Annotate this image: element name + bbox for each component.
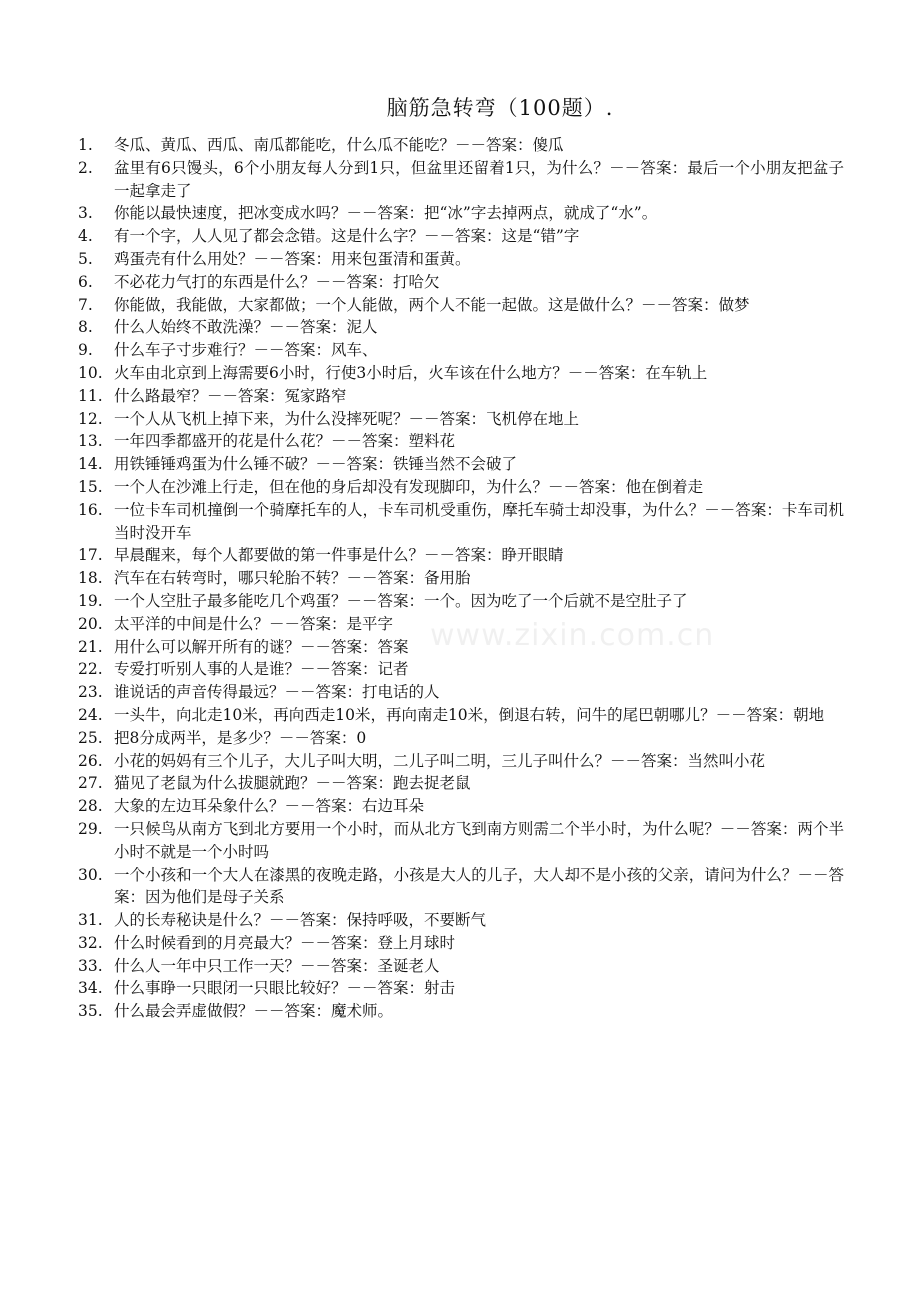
list-item [78, 453, 844, 476]
list-item [78, 932, 844, 955]
list-item [78, 750, 844, 773]
item-text: 大象的左边耳朵象什么？－－答案：右边耳朵 [114, 797, 425, 816]
item-text: 早晨醒来，每个人都要做的第一件事是什么？－－答案：睁开眼睛 [114, 546, 564, 565]
list-item [78, 704, 844, 727]
list-item [78, 499, 844, 545]
list-item [78, 316, 844, 339]
list-item [78, 476, 844, 499]
item-text: 盆里有6只馒头，6个小朋友每人分到1只，但盆里还留着1只，为什么？－－答案：最后一个小朋友把盆子一起拿走了 [114, 158, 844, 200]
item-number: 27. [78, 774, 103, 793]
item-text: 一个人从飞机上掉下来，为什么没摔死呢？－－答案：飞机停在地上 [114, 409, 580, 428]
list-item [78, 955, 844, 978]
list-item [78, 225, 844, 248]
list-item [78, 909, 844, 932]
item-text: 一个人在沙滩上行走，但在他的身后却没有发现脚印，为什么？－－答案：他在倒着走 [114, 477, 704, 496]
item-text: 汽车在右转弯时，哪只轮胎不转？－－答案：备用胎 [114, 569, 471, 588]
item-number: 14. [78, 455, 103, 474]
item-number: 18. [78, 569, 103, 588]
item-text: 什么事睁一只眼闭一只眼比较好？－－答案：射击 [114, 979, 456, 998]
list-item [78, 636, 844, 659]
item-text: 一年四季都盛开的花是什么花？－－答案：塑料花 [114, 432, 456, 451]
item-text: 一个人空肚子最多能吃几个鸡蛋？－－答案：一个。因为吃了一个后就不是空肚子了 [114, 591, 688, 610]
item-number: 16. [78, 500, 103, 519]
list-item [78, 362, 844, 385]
item-text: 什么时候看到的月亮最大？－－答案：登上月球时 [114, 933, 456, 952]
list-item [78, 202, 844, 225]
item-text: 把8分成两半，是多少？－－答案：0 [114, 728, 367, 747]
list-item [78, 818, 844, 864]
item-text: 不必花力气打的东西是什么？－－答案：打哈欠 [114, 272, 440, 291]
qa-list [78, 134, 844, 1023]
list-item [78, 590, 844, 613]
item-number: 11. [78, 386, 103, 405]
item-number: 2. [78, 158, 93, 177]
item-number: 25. [78, 728, 103, 747]
item-number: 15. [78, 477, 103, 496]
item-text: 什么路最窄？－－答案：冤家路窄 [114, 386, 347, 405]
list-item [78, 795, 844, 818]
item-text: 用什么可以解开所有的谜？－－答案：答案 [114, 637, 409, 656]
item-number: 17. [78, 546, 103, 565]
list-item [78, 544, 844, 567]
item-text: 人的长寿秘诀是什么？－－答案：保持呼吸，不要断气 [114, 911, 487, 930]
item-number: 24. [78, 705, 103, 724]
item-number: 31. [78, 911, 103, 930]
list-item [78, 864, 844, 910]
item-text: 你能以最快速度，把冰变成水吗？－－答案：把“冰”字去掉两点，就成了“水”。 [114, 204, 658, 223]
item-number: 9. [78, 341, 93, 360]
item-text: 鸡蛋壳有什么用处？－－答案：用来包蛋清和蛋黄。 [114, 249, 471, 268]
item-number: 19. [78, 591, 103, 610]
item-number: 35. [78, 1002, 103, 1021]
list-item [78, 430, 844, 453]
item-number: 33. [78, 956, 103, 975]
list-item [78, 772, 844, 795]
item-number: 20. [78, 614, 103, 633]
list-item [78, 339, 844, 362]
item-text: 猫见了老鼠为什么拔腿就跑？－－答案：跑去捉老鼠 [114, 774, 471, 793]
item-text: 火车由北京到上海需要6小时，行使3小时后，火车该在什么地方？－－答案：在车轨上 [114, 363, 708, 382]
item-text: 太平洋的中间是什么？－－答案：是平字 [114, 614, 394, 633]
item-number: 6. [78, 272, 93, 291]
item-text: 一个小孩和一个大人在漆黑的夜晚走路，小孩是大人的儿子，大人却不是小孩的父亲，请问为什么？－－答案：因为他们是母子关系 [114, 865, 844, 907]
item-text: 一头牛，向北走10米，再向西走10米，再向南走10米，倒退右转，问牛的尾巴朝哪儿？－－答案：朝地 [114, 705, 825, 724]
item-text: 一只候鸟从南方飞到北方要用一个小时，而从北方飞到南方则需二个半小时，为什么呢？－－答案：两个半小时不就是一个小时吗 [114, 819, 844, 861]
item-number: 10. [78, 363, 103, 382]
item-number: 5. [78, 249, 93, 268]
item-text: 什么人始终不敢洗澡？－－答案：泥人 [114, 318, 378, 337]
list-item [78, 385, 844, 408]
item-text: 一位卡车司机撞倒一个骑摩托车的人，卡车司机受重伤，摩托车骑士却没事，为什么？－－答案：卡车司机当时没开车 [114, 500, 844, 542]
list-item [78, 408, 844, 431]
item-number: 30. [78, 865, 103, 884]
item-number: 7. [78, 295, 93, 314]
item-number: 8. [78, 318, 93, 337]
list-item [78, 157, 844, 203]
list-item [78, 681, 844, 704]
item-number: 34. [78, 979, 103, 998]
page-title: 脑筋急转弯（100题）. [386, 96, 614, 120]
list-item [78, 727, 844, 750]
item-text: 你能做，我能做，大家都做；一个人能做，两个人不能一起做。这是做什么？－－答案：做梦 [114, 295, 750, 314]
item-number: 1. [78, 136, 93, 154]
item-number: 29. [78, 819, 103, 838]
item-text: 有一个字，人人见了都会念错。这是什么字？－－答案：这是“错”字 [114, 227, 580, 246]
item-text: 什么车子寸步难行？－－答案：风车、 [114, 341, 378, 360]
item-number: 28. [78, 797, 103, 816]
list-item [78, 271, 844, 294]
item-number: 3. [78, 204, 93, 223]
list-item [78, 248, 844, 271]
item-number: 13. [78, 432, 103, 451]
list-item [78, 613, 844, 636]
item-text: 谁说话的声音传得最远？－－答案：打电话的人 [114, 683, 440, 702]
item-number: 21. [78, 637, 103, 656]
list-item [78, 294, 844, 317]
list-item [78, 134, 844, 157]
item-number: 32. [78, 933, 103, 952]
item-number: 22. [78, 660, 103, 679]
watermark: www.zixin.com.cn [430, 618, 715, 653]
item-number: 23. [78, 683, 103, 702]
item-text: 专爱打听别人事的人是谁？－－答案：记者 [114, 660, 409, 679]
item-number: 12. [78, 409, 103, 428]
item-number: 26. [78, 751, 103, 770]
list-item [78, 658, 844, 681]
item-text: 什么人一年中只工作一天？－－答案：圣诞老人 [114, 956, 440, 975]
list-item [78, 567, 844, 590]
item-number: 4. [78, 227, 93, 246]
list-item [78, 977, 844, 1000]
list-item [78, 1000, 844, 1023]
item-text: 用铁锤锤鸡蛋为什么锤不破？－－答案：铁锤当然不会破了 [114, 455, 518, 474]
item-text: 冬瓜、黄瓜、西瓜、南瓜都能吃，什么瓜不能吃？－－答案：傻瓜 [114, 136, 564, 154]
item-text: 什么最会弄虚做假？－－答案：魔术师。 [114, 1002, 394, 1021]
item-text: 小花的妈妈有三个儿子，大儿子叫大明，二儿子叫二明，三儿子叫什么？－－答案：当然叫小花 [114, 751, 766, 770]
